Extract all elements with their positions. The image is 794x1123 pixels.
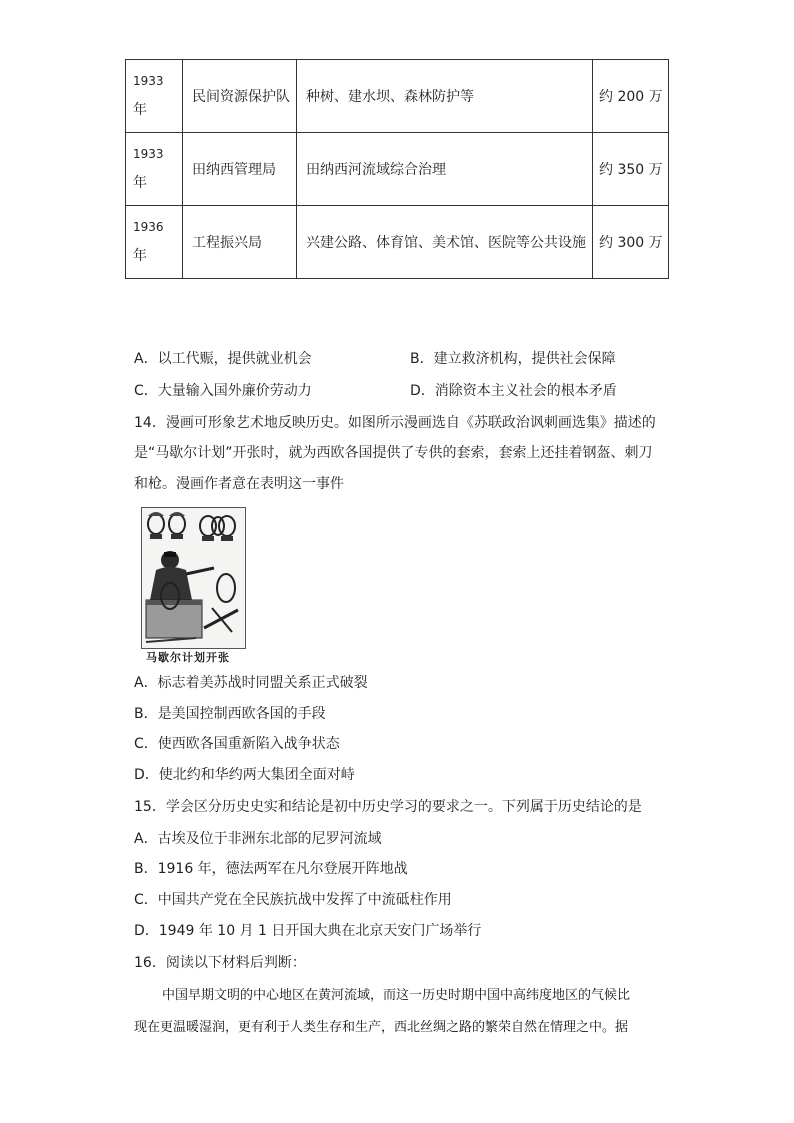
q14-stem-line-3: 和枪。漫画作者意在表明这一事件 [134,476,344,492]
q13-option-d[interactable]: D．消除资本主义社会的根本矛盾 [410,383,617,399]
agency-cell: 工程振兴局 [183,206,297,279]
data-table [125,59,669,279]
year-cell [126,60,183,133]
work-cell: 种树、建水坝、森林防护等 [297,60,593,133]
q16-stem: 16．阅读以下材料后判断： [134,955,306,971]
agency-cell: 民间资源保护队 [183,60,297,133]
table-row [126,206,669,279]
count-cell: 约 350 万 [593,133,669,206]
q15-option-a[interactable]: A．古埃及位于非洲东北部的尼罗河流域 [134,831,382,847]
count-cell: 约 200 万 [593,60,669,133]
work-cell: 兴建公路、体育馆、美术馆、医院等公共设施 [297,206,593,279]
q13-option-b[interactable]: B．建立救济机构，提供社会保障 [410,351,616,367]
table-row [126,60,669,133]
q15-option-c[interactable]: C．中国共产党在全民族抗战中发挥了中流砥柱作用 [134,892,452,908]
work-cell: 田纳西河流域综合治理 [297,133,593,206]
year-cell [126,206,183,279]
year-number: 1933 [133,147,164,161]
q16-passage-line-1: 中国早期文明的中心地区在黄河流域，而这一历史时期中国中高纬度地区的气候比 [162,988,631,1003]
q14-option-a[interactable]: A．标志着美苏战时同盟关系正式破裂 [134,675,368,691]
year-unit: 年 [133,248,147,264]
year-cell [126,133,183,206]
q13-option-a[interactable]: A．以工代赈，提供就业机会 [134,351,312,367]
q16-passage-line-2: 现在更温暖湿润，更有利于人类生存和生产，西北丝绸之路的繁荣自然在情理之中。据 [134,1020,629,1035]
q13-option-c[interactable]: C．大量输入国外廉价劳动力 [134,383,312,399]
year-number: 1933 [133,74,164,88]
q14-stem-line-1: 14．漫画可形象艺术地反映历史。如图所示漫画选自《苏联政治讽刺画选集》描述的 [134,415,656,431]
q14-stem-line-2: 是“马歇尔计划”开张时，就为西欧各国提供了专供的套索，套索上还挂着钢盔、刺刀 [134,445,653,461]
q15-option-d[interactable]: D．1949 年 10 月 1 日开国大典在北京天安门广场举行 [134,923,482,939]
q14-option-b[interactable]: B．是美国控制西欧各国的手段 [134,706,326,722]
year-unit: 年 [133,175,147,191]
table-row [126,133,669,206]
cartoon-caption: 马歇尔计划开张 [146,651,230,664]
agency-cell: 田纳西管理局 [183,133,297,206]
q15-option-b[interactable]: B．1916 年，德法两军在凡尔登展开阵地战 [134,861,408,877]
marshall-plan-cartoon-image [141,507,246,649]
q14-option-d[interactable]: D．使北约和华约两大集团全面对峙 [134,767,355,783]
year-number: 1936 [133,220,164,234]
count-cell: 约 300 万 [593,206,669,279]
q15-stem: 15．学会区分历史史实和结论是初中历史学习的要求之一。下列属于历史结论的是 [134,799,642,815]
year-unit: 年 [133,102,147,118]
cartoon-drawing [142,508,245,648]
q14-option-c[interactable]: C．使西欧各国重新陷入战争状态 [134,736,340,752]
